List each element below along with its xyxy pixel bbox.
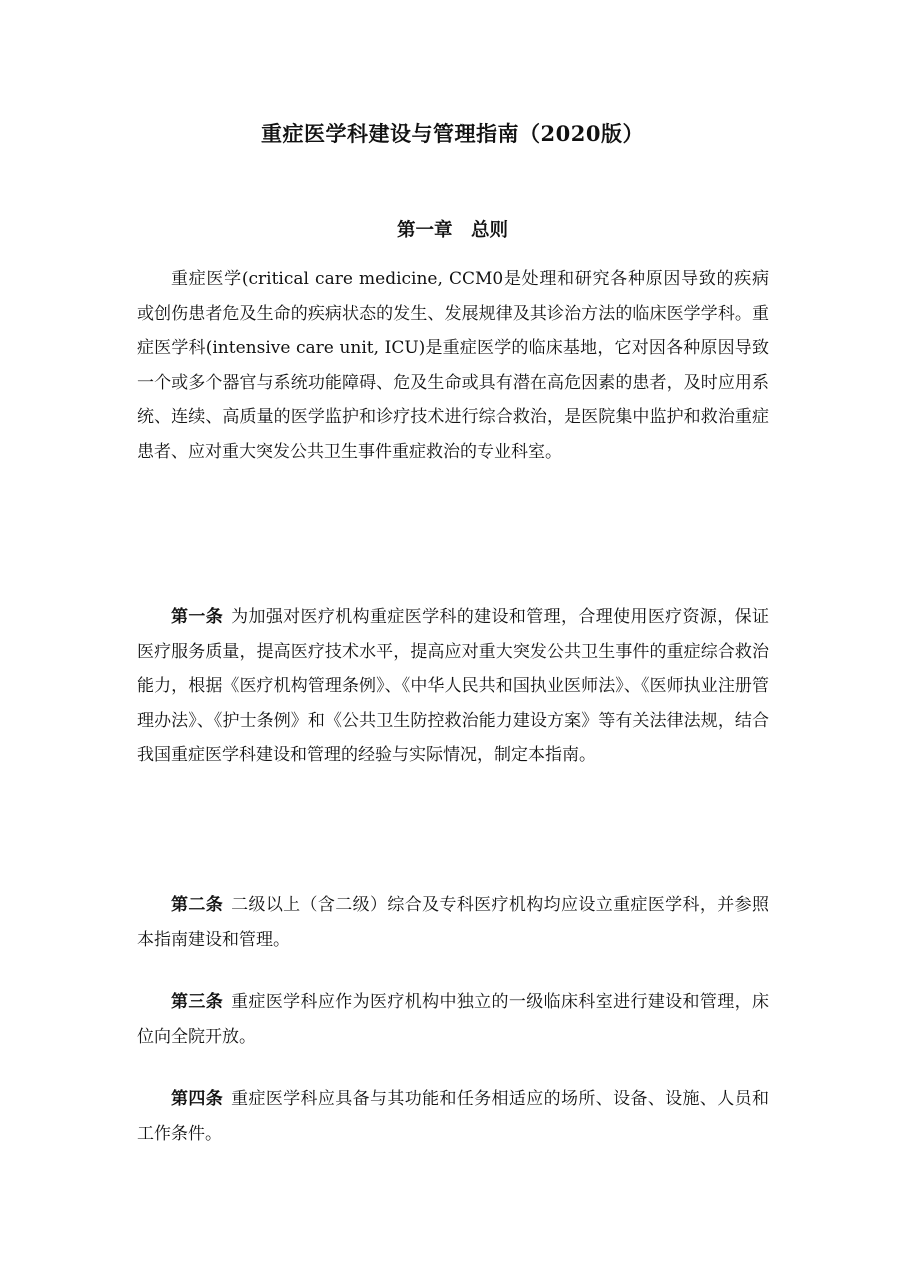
article-3-text: 重症医学科应作为医疗机构中独立的一级临床科室进行建设和管理，床位向全院开放。 (137, 992, 770, 1047)
article-1-text: 为加强对医疗机构重症医学科的建设和管理，合理使用医疗资源，保证医疗服务质量，提高医疗技术水平，提高应对重大突发公共卫生事件的重症综合救治能力，根据《医疗机构管理条例》、《中华人民共和国执业医师法》、《医师执业注册管理办法》、《护士条例》和《公共卫生防控救治能力建设方案》等有关法律法规，结合我国重症医学科建设和管理的经验与实际情况，制定本指南。 (137, 607, 770, 766)
article-3-label: 第三条 (171, 992, 224, 1012)
chapter-heading: 第一章 总则 (396, 220, 508, 241)
article-2 (137, 888, 769, 957)
article-1-label: 第一条 (171, 607, 224, 627)
document-title: 重症医学科建设与管理指南（2020版） (261, 121, 644, 146)
article-3 (137, 985, 769, 1054)
intro-paragraph: 重症医学(critical care medicine, CCM0是处理和研究各种原因导致的疾病或创伤患者危及生命的疾病状态的发生、发展规律及其诊治方法的临床医学学科。重症医学科(intensive care unit, ICU)是重症医学的临床基地，它对因各种原因导致一个或多个器官与系统功能障碍、危及生命或具有潜在高危因素的患者，及时应用系统、连续、高质量的医学监护和诊疗技术进行综合救治，是医院集中监护和救治重症患者、应对重大突发公共卫生事件重症救治的专业科室。 (137, 269, 769, 462)
article-4 (137, 1082, 769, 1151)
article-2-text: 二级以上（含二级）综合及专科医疗机构均应设立重症医学科，并参照本指南建设和管理。 (137, 895, 770, 950)
article-4-text: 重症医学科应具备与其功能和任务相适应的场所、设备、设施、人员和工作条件。 (137, 1089, 770, 1144)
article-2-label: 第二条 (171, 895, 224, 915)
article-1 (137, 600, 769, 773)
article-4-label: 第四条 (171, 1089, 224, 1109)
